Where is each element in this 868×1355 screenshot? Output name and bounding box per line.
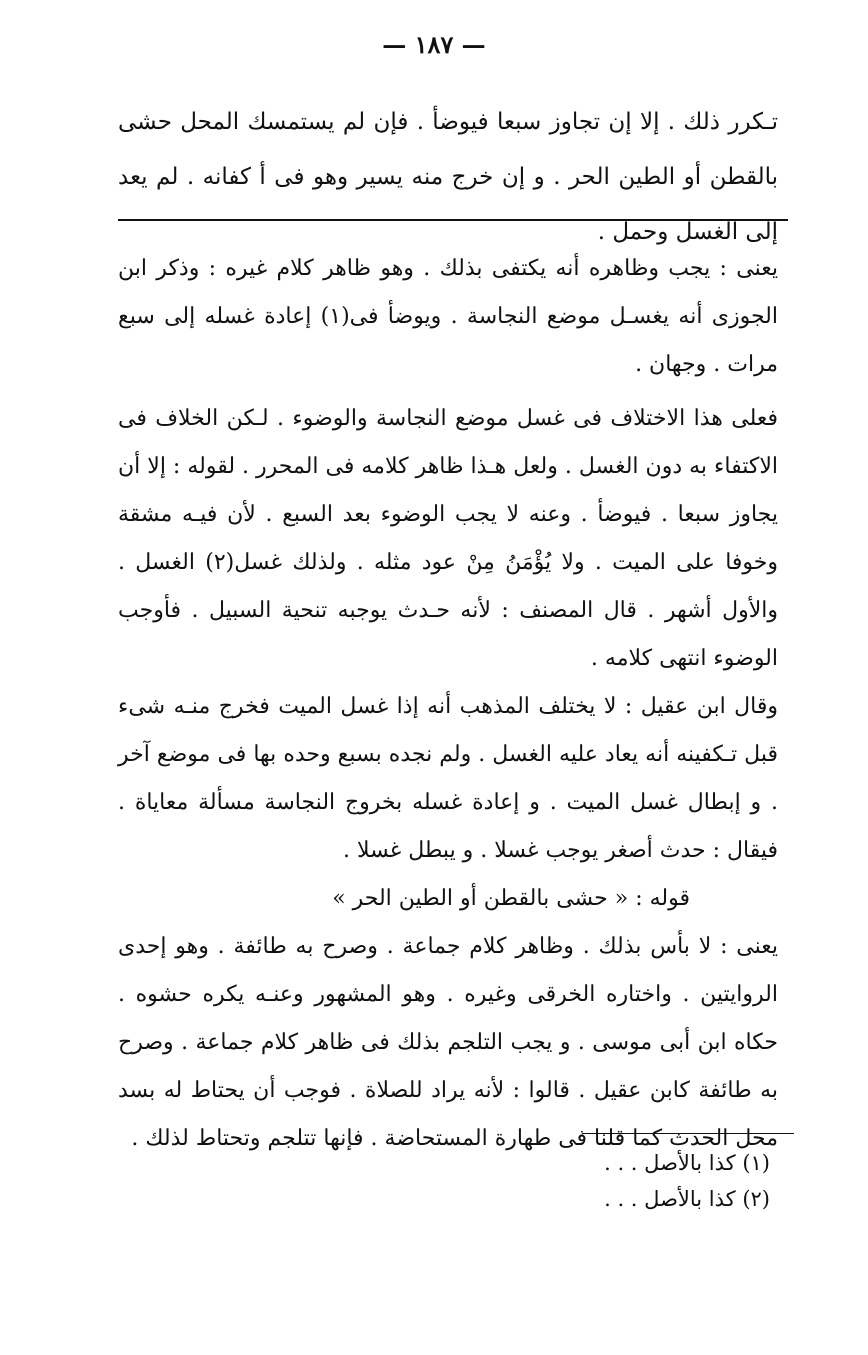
footnote-divider (582, 1133, 794, 1134)
commentary (118, 245, 778, 1163)
footnotes (300, 1145, 770, 1217)
commentary-paragraph-4: يعنى : لا بأس بذلك . وظاهر كلام جماعة . وصرح به طائفة . وهو إحدى الروايتين . واختاره الخرقى وغيره . وهو المشهور وعنـه يكره حشوه . حكاه ابن أبى موسى . و يجب التلجم بذلك فى ظاهر كلام جماعة . وصرح به طائفة كابن عقيل . قالوا : لأنه يراد للصلاة . فوجب أن يحتاط له بسد محل الحدث كما قلنا فى طهارة المستحاضة . فإنها تتلجم وتحتاط لذلك . (118, 934, 778, 1151)
page-number: — ١٨٧ — (382, 30, 486, 59)
main-text (118, 95, 778, 260)
commentary-paragraph-1: يعنى : يجب وظاهره أنه يكتفى بذلك . وهو ظاهر كلام غيره : وذكر ابن الجوزى أنه يغسـل موضع النجاسة . ويوضأ فى(١) إعادة غسله إلى سبع مرات . وجهان . (118, 256, 778, 377)
main-text-paragraph: تـكرر ذلك . إلا إن تجاوز سبعا فيوضأ . فإن لم يستمسك المحل حشى بالقطن أو الطين الحر . و إن خرج منه يسير وهو فى أ كفانه . لم يعد إلى الغسل وحمل . (118, 109, 778, 245)
footnote-2: (٢) كذا بالأصل . . . (604, 1187, 770, 1211)
quoted-heading: قوله : « حشى بالقطن أو الطين الحر » (332, 886, 690, 911)
footnote-1: (١) كذا بالأصل . . . (604, 1151, 770, 1175)
commentary-paragraph-3: وقال ابن عقيل : لا يختلف المذهب أنه إذا غسل الميت فخرج منـه شىء قبل تـكفينه أنه يعاد عليه الغسل . ولم نجده بسبع وحده بها فى موضع آخر . و إبطال غسل الميت . و إعادة غسله بخروج النجاسة مسألة معاياة . فيقال : حدث أصغر يوجب غسلا . و يبطل غسلا . (118, 694, 778, 863)
commentary-paragraph-2: فعلى هذا الاختلاف فى غسل موضع النجاسة والوضوء . لـكن الخلاف فى الاكتفاء به دون الغسل . ولعل هـذا ظاهر كلامه فى المحرر . لقوله : إلا أن يجاوز سبعا . فيوضأ . وعنه لا يجب الوضوء بعد السبع . لأن فيـه مشقة وخوفا على الميت . ولا يُؤْمَنُ مِنْ عود مثله . ولذلك غسل(٢) الغسل . والأول أشهر . قال المصنف : لأنه حـدث يوجبه تنحية السبيل . فأوجب الوضوء انتهى كلامه . (118, 406, 779, 671)
section-divider (118, 219, 788, 221)
